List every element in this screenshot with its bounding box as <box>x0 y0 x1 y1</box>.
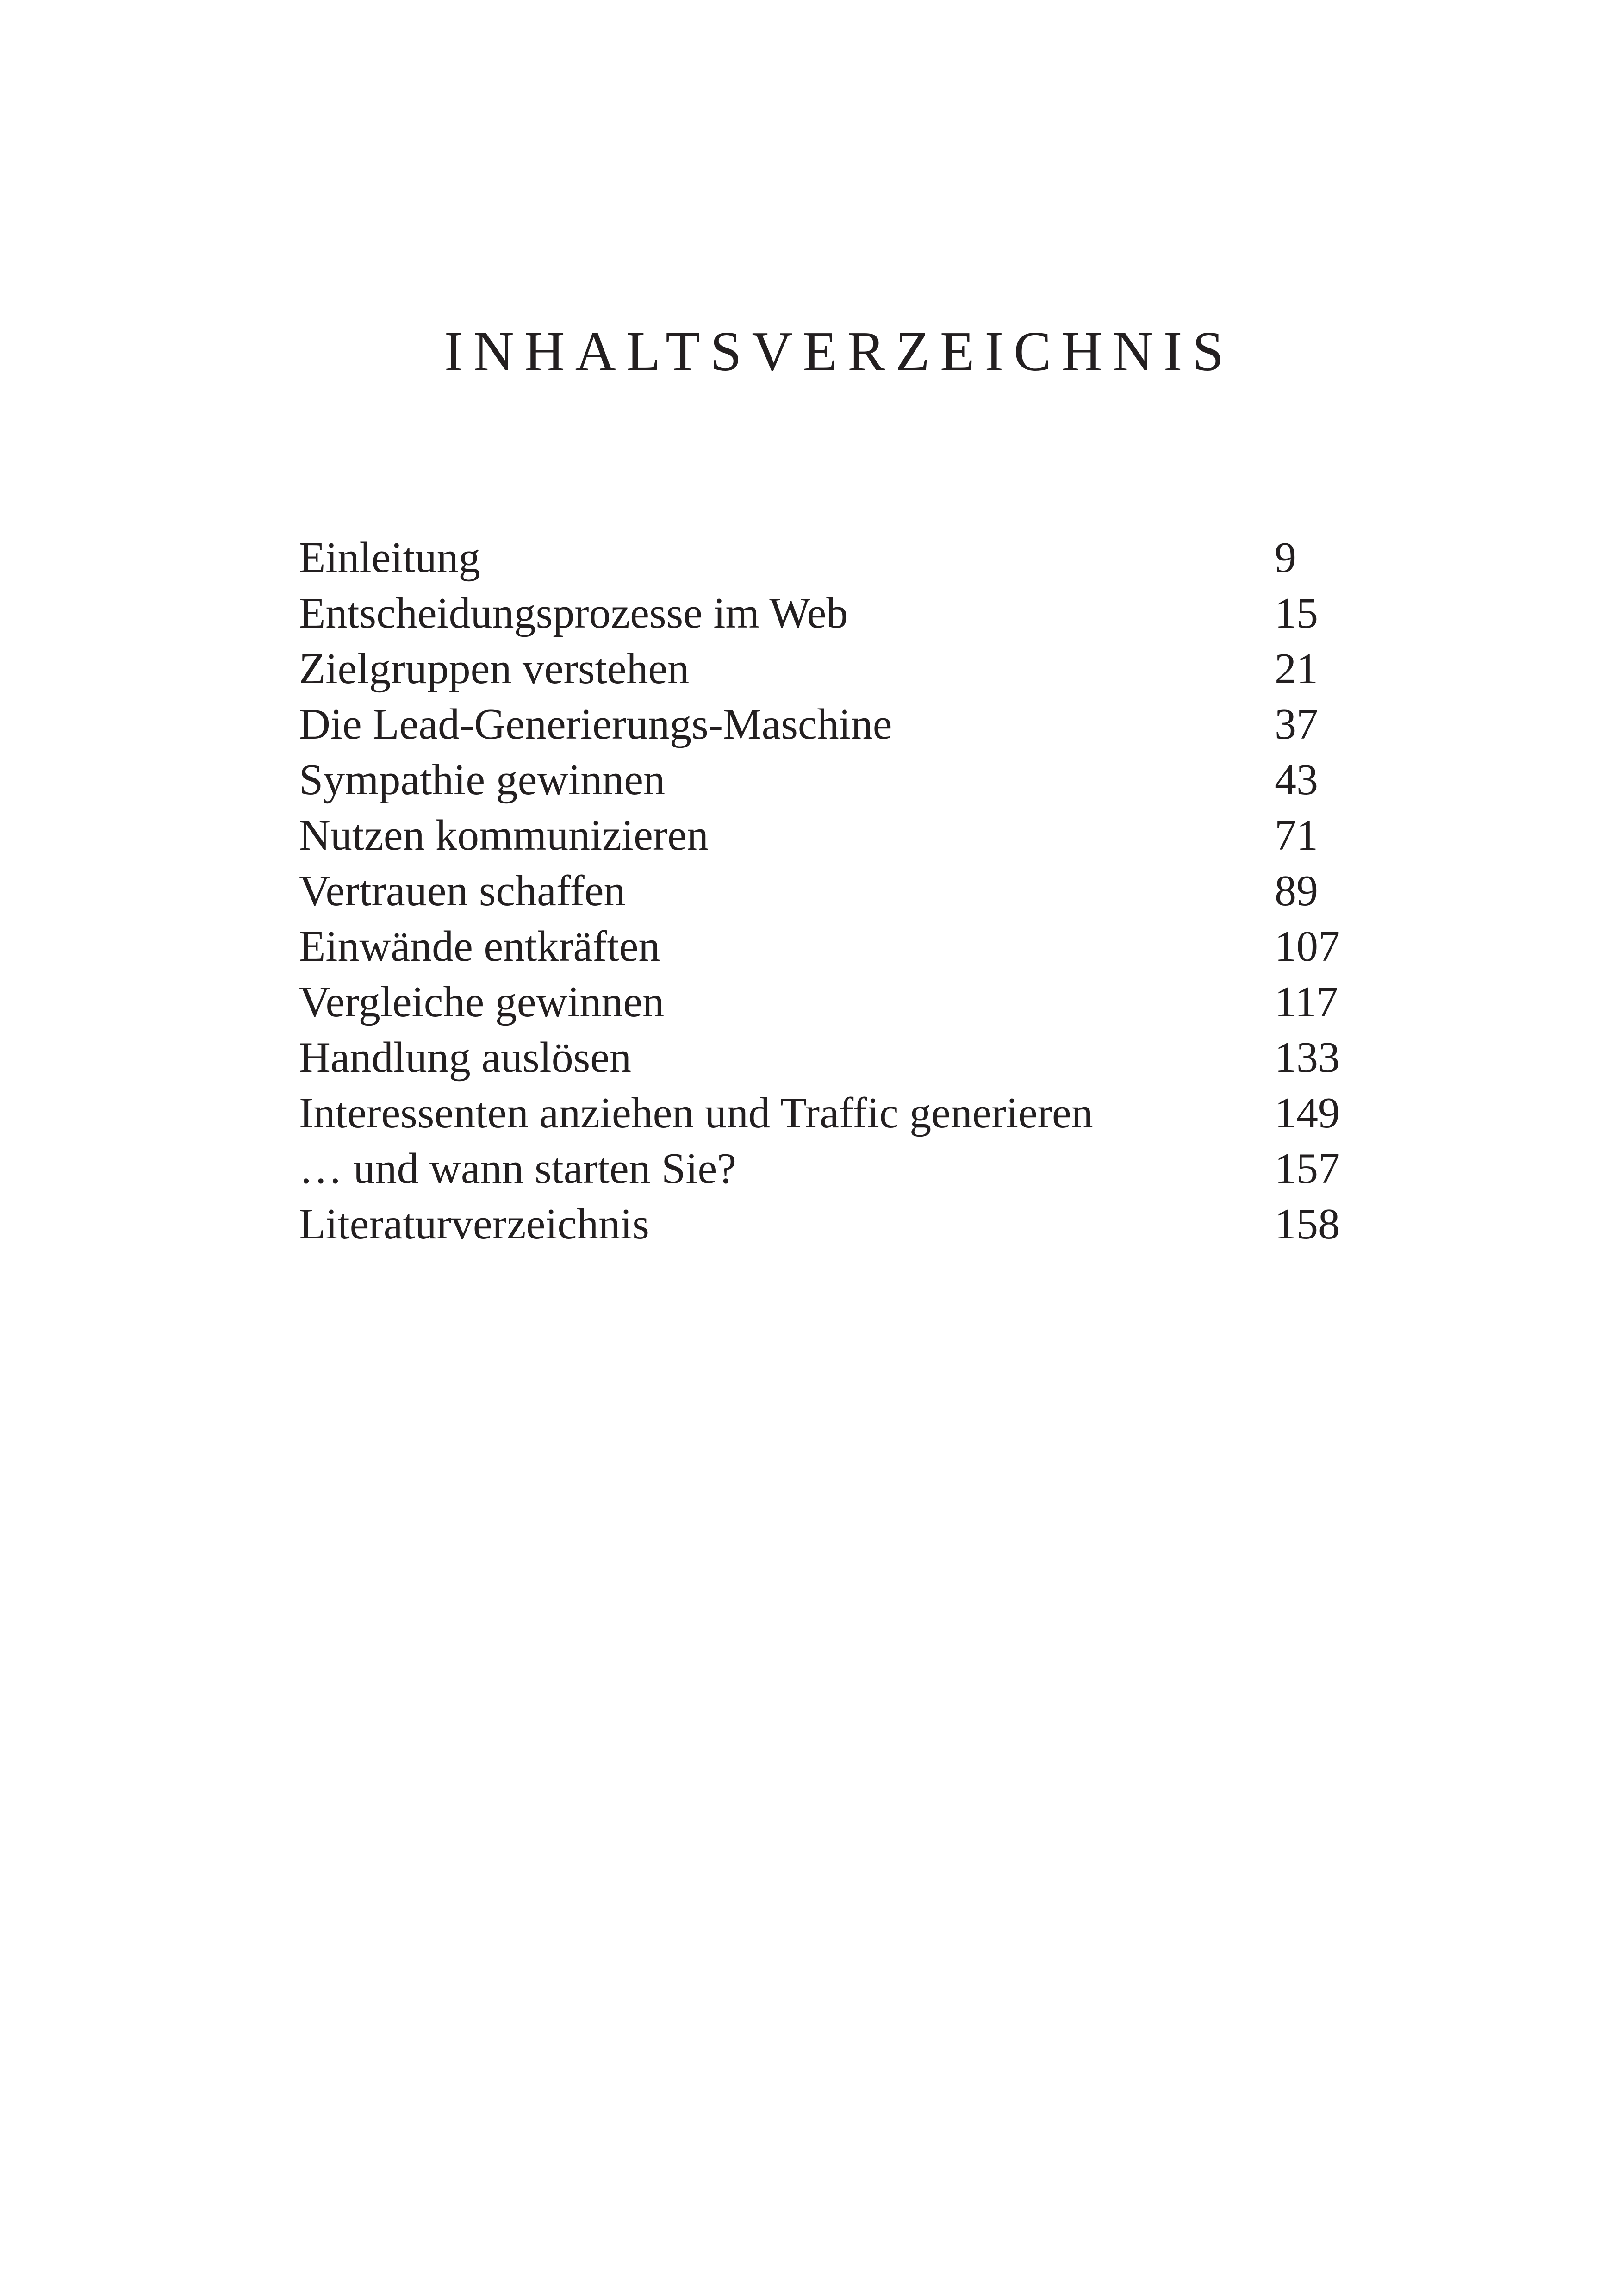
toc-entry-title: Interessenten anziehen und Traffic generieren <box>299 1089 1093 1137</box>
toc-entry-title: Sympathie gewinnen <box>299 756 666 804</box>
toc-entry-title: Handlung auslösen <box>299 1033 631 1082</box>
toc-entry-title: Literaturverzeichnis <box>299 1200 649 1248</box>
toc-entry-page: 15 <box>1275 589 1318 637</box>
toc-entry <box>299 1030 1363 1085</box>
toc-entry <box>299 697 1363 752</box>
toc-entry-page: 133 <box>1275 1033 1340 1082</box>
toc-entry-page: 89 <box>1275 867 1318 915</box>
toc-entry <box>299 585 1363 641</box>
toc-entry-title: Nutzen kommunizieren <box>299 811 709 859</box>
toc-entry-page: 43 <box>1275 756 1318 804</box>
toc-entry <box>299 863 1363 919</box>
toc-entry-page: 37 <box>1275 700 1318 748</box>
toc-entry-page: 149 <box>1275 1089 1340 1137</box>
toc-entry <box>299 808 1363 863</box>
toc-entry-page: 107 <box>1275 922 1340 971</box>
toc-entry <box>299 1141 1363 1196</box>
toc-entry <box>299 974 1363 1030</box>
toc-entry <box>299 641 1363 697</box>
page-title: INHALTSVERZEICHNIS <box>444 320 1234 383</box>
toc-entry-title: … und wann starten Sie? <box>299 1145 737 1193</box>
toc-entry-page: 71 <box>1275 811 1318 859</box>
toc-entry-page: 117 <box>1275 978 1338 1026</box>
toc-entry-title: Vergleiche gewinnen <box>299 978 665 1026</box>
toc-entry <box>299 919 1363 974</box>
toc-entry-title: Einleitung <box>299 534 480 582</box>
toc-entry-title: Einwände entkräften <box>299 922 660 971</box>
toc-entry-page: 9 <box>1275 534 1296 582</box>
toc-entry <box>299 1196 1363 1252</box>
toc-entry-title: Die Lead-Generierungs-Maschine <box>299 700 892 748</box>
toc-entry-title: Zielgruppen verstehen <box>299 645 690 693</box>
toc-entry-title: Entscheidungsprozesse im Web <box>299 589 848 637</box>
toc-entry-page: 157 <box>1275 1145 1340 1193</box>
toc-entry <box>299 530 1363 585</box>
toc-entry-page: 158 <box>1275 1200 1340 1248</box>
toc-entry-title: Vertrauen schaffen <box>299 867 626 915</box>
toc-entry <box>299 752 1363 808</box>
table-of-contents <box>299 530 1363 1252</box>
toc-entry-page: 21 <box>1275 645 1318 693</box>
toc-entry <box>299 1085 1363 1141</box>
